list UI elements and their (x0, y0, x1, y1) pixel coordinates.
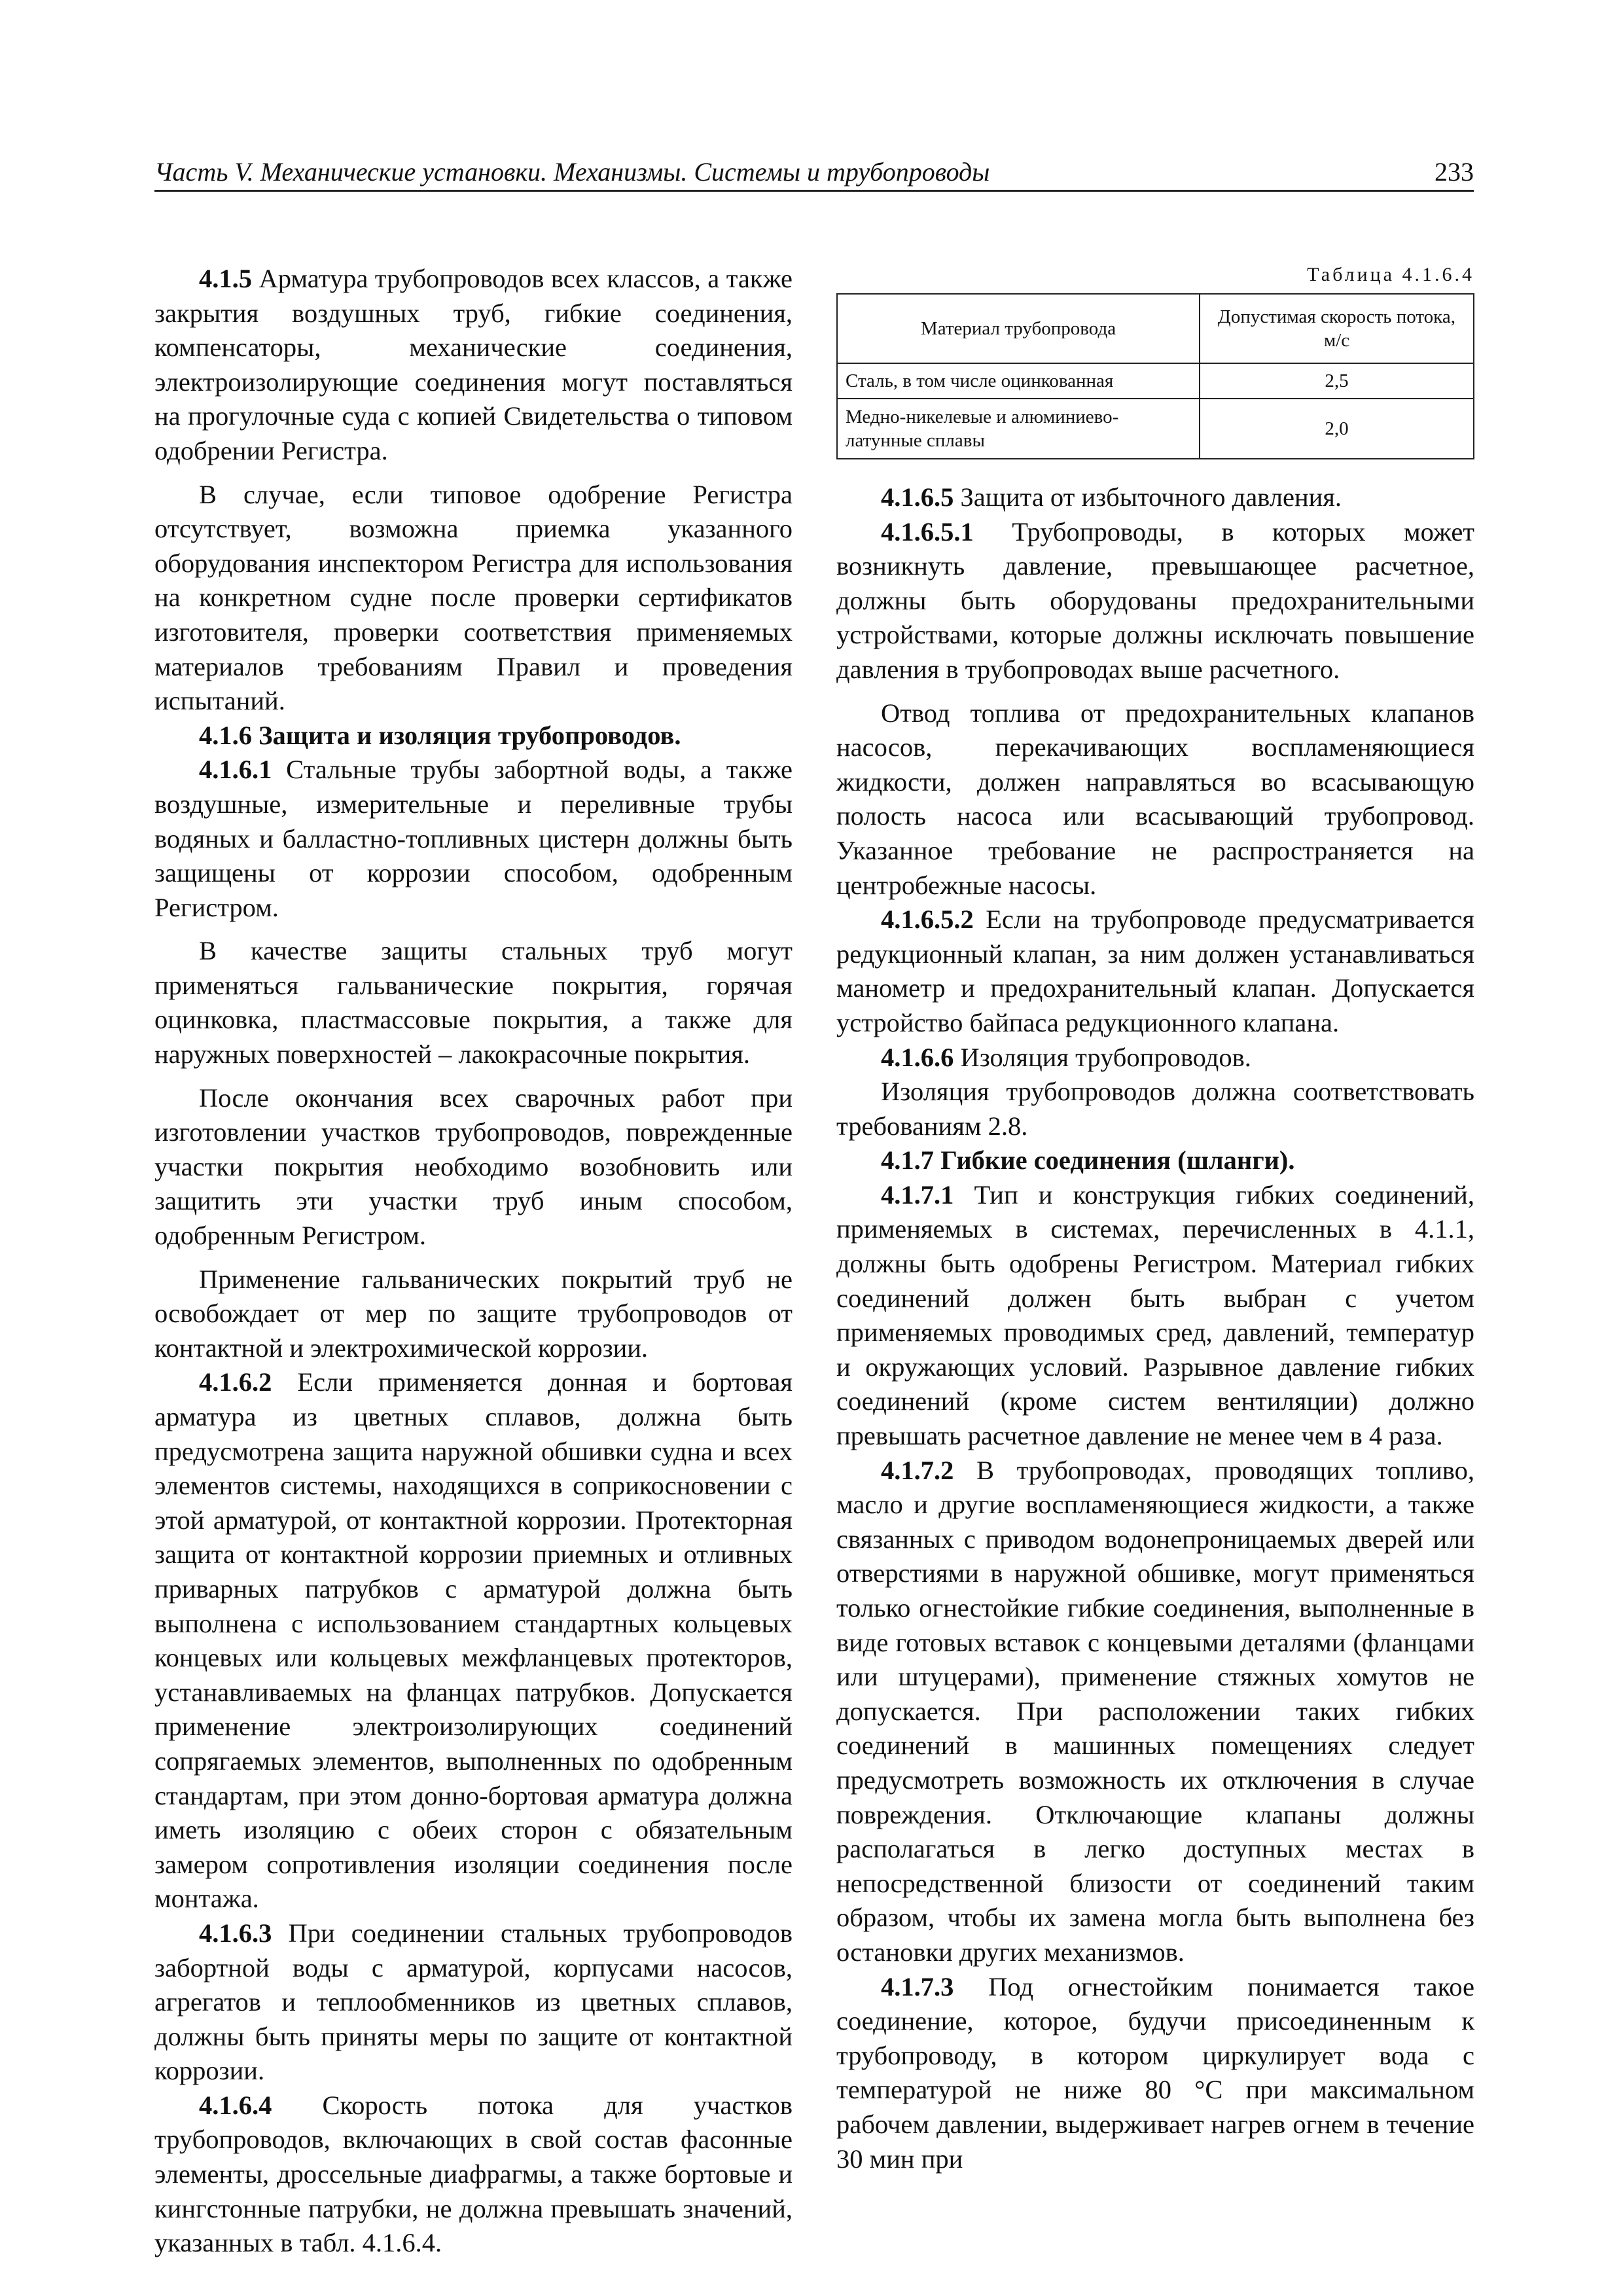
paragraph-4-1-6-3 (154, 1916, 793, 2089)
paragraph: В случае, если типовое одобрение Регистра отсутствует, возможна приемка указанного оборудования инспектором Регистра для использования на конкретном судне после проверки сертификатов изготовителя, проверки соответствия применяемых материалов требованиям Правил и проведения испытаний. (154, 479, 793, 716)
paragraph-text: Если на трубопроводе предусматривается редукционный клапан, за ним должен устанавливаться манометр и предохранительный клапан. Допускается устройство байпаса редукционного клапана. (836, 905, 1474, 1037)
table-caption: Таблица 4.1.6.4 (1307, 264, 1474, 285)
table-row (837, 363, 1474, 399)
paragraph-text: Тип и конструкция гибких соединений, применяемых в системах, перечисленных в 4.1.1, должны быть одобрены Регистром. Материал гибких соединений должен быть выбран с учетом применяемых проводимых сред, давлений, температур и окружающих условий. Разрывное давление гибких соединений (кроме систем вентиляции) должно превышать расчетное давление не менее чем в 4 раза. (836, 1179, 1474, 1451)
clause-number: 4.1.7.3 (881, 1971, 954, 2001)
clause-number: 4.1.6.1 (199, 755, 272, 785)
clause-number: 4.1.6.5 (881, 482, 954, 512)
paragraph-4-1-5 (154, 262, 793, 469)
left-column (154, 262, 793, 2261)
paragraph-text: Если применяется донная и бортовая арматура из цветных сплавов, должна быть предусмотрена защита наружной обшивки судна и всех элементов системы, находящихся в соприкосновении с этой арматурой, от контактной коррозии. Протекторная защита от контактной коррозии приемных и отливных приварных патрубков с арматурой должна быть выполнена с использованием стандартных кольцевых концевых или кольцевых межфланцевых протекторов, устанавливаемых на фланцах патрубков. Допускается применение электроизолирующих соединений сопрягаемых элементов, выполненных по одобренным стандартам, при этом донно-бортовая арматура должна иметь изоляцию с обеих сторон с обязательным замером сопротивления изоляции соединения после монтажа. (154, 1367, 793, 1914)
right-column (836, 262, 1474, 2176)
paragraph-4-1-6-5-1 (836, 515, 1474, 687)
section-heading-4-1-6: 4.1.6 Защита и изоляция трубопроводов. (199, 720, 681, 750)
paragraph-4-1-6-6 (836, 1041, 1474, 1075)
clause-number: 4.1.7.1 (881, 1179, 954, 1210)
paragraph-text: Стальные трубы забортной воды, а также воздушные, измерительные и переливные трубы водяных и балластно-топливных цистерн должны быть защищены от коррозии способом, одобренным Регистром. (154, 755, 793, 922)
clause-number: 4.1.6.4 (199, 2090, 272, 2120)
clause-number: 4.1.6.5.1 (881, 516, 974, 547)
running-header (154, 156, 1474, 192)
clause-number: 4.1.6.6 (881, 1042, 954, 1072)
table-row (837, 399, 1474, 459)
paragraph-4-1-6-2 (154, 1365, 793, 1916)
table-cell-speed: 2,5 (1200, 363, 1474, 399)
paragraph: После окончания всех сварочных работ при изготовлении участков трубопроводов, поврежденные участки покрытия необходимо возобновить или защитить эти участки труб иным способом, одобренным Регистром. (154, 1083, 793, 1251)
paragraph-4-1-7-1 (836, 1178, 1474, 1454)
velocity-table (836, 293, 1474, 459)
clause-number: 4.1.6.3 (199, 1918, 272, 1948)
right-column-text (836, 480, 1474, 2176)
table-header-speed: Допустимая скорость потока, м/с (1200, 294, 1474, 363)
paragraph-4-1-6-5 (836, 480, 1474, 515)
paragraph-text: Трубопроводы, в которых может возникнуть давление, превышающее расчетное, должны быть оборудованы предохранительными устройствами, которые должны исключать повышение давления в трубопроводах выше расчетного. (836, 516, 1474, 684)
clause-number: 4.1.7.2 (881, 1455, 954, 1485)
table-cell-speed: 2,0 (1200, 399, 1474, 459)
paragraph-text: Арматура трубопроводов всех классов, а также закрытия воздушных труб, гибкие соединения, компенсаторы, механические соединения, электроизолирующие соединения могут поставляться на прогулочные суда с копией Свидетельства о типовом одобрении Регистра. (154, 264, 793, 465)
paragraph-text: При соединении стальных трубопроводов забортной воды с арматурой, корпусами насосов, агрегатов и теплообменников из цветных сплавов, должны быть приняты меры по защите от контактной коррозии. (154, 1918, 793, 2086)
paragraph: Изоляция трубопроводов должна соответствовать требованиям 2.8. (836, 1077, 1474, 1141)
paragraph-4-1-6-5-2 (836, 903, 1474, 1040)
paragraph-4-1-6-1 (154, 753, 793, 925)
section-heading-4-1-7: 4.1.7 Гибкие соединения (шланги). (881, 1145, 1295, 1175)
running-title: Часть V. Механические установки. Механизмы. Системы и трубопроводы (154, 157, 990, 187)
paragraph: Отвод топлива от предохранительных клапанов насосов, перекачивающих воспламеняющиеся жидкости, должен направляться во всасывающую полость насоса или всасывающий трубопровод. Указанное требование не распространяется на центробежные насосы. (836, 698, 1474, 900)
clause-number: 4.1.6.2 (199, 1367, 272, 1397)
paragraph: В качестве защиты стальных труб могут применяться гальванические покрытия, горячая оцинковка, пластмассовые покрытия, а также для наружных поверхностей – лакокрасочные покрытия. (154, 936, 793, 1069)
table-header-material: Материал трубопровода (837, 294, 1200, 363)
paragraph-text: Под огнестойким понимается такое соединение, которое, будучи присоединенным к трубопроводу, в котором циркулирует вода с температурой не ниже 80 °С при максимальном рабочем давлении, выдерживает нагрев огнем в течение 30 мин при (836, 1971, 1474, 2174)
paragraph-4-1-7-2 (836, 1454, 1474, 1970)
paragraph-text: В трубопроводах, проводящих топливо, масло и другие воспламеняющиеся жидкости, а также связанных с приводом водонепроницаемых дверей или отверстиями в наружной обшивке, могут применяться только огнестойкие гибкие соединения, выполненные в виде готовых вставок с концевыми деталями (фланцами или штуцерами), применение стяжных хомутов не допускается. При расположении таких гибких соединений в машинных помещениях следует предусмотреть возможность их отключения в случае повреждения. Отключающие клапаны должны располагаться в легко доступных местах в непосредственной близости от соединений таким образом, чтобы их замена могла быть выполнена без остановки других механизмов. (836, 1455, 1474, 1967)
table-header-row (837, 294, 1474, 363)
clause-number: 4.1.5 (199, 264, 252, 293)
paragraph-text: Скорость потока для участков трубопроводов, включающих в свой состав фасонные элементы, дроссельные диафрагмы, а также бортовые и кингстонные патрубки, не должна превышать значений, указанных в табл. 4.1.6.4. (154, 2090, 793, 2258)
paragraph-4-1-7-3 (836, 1970, 1474, 2177)
clause-number: 4.1.6.5.2 (881, 905, 974, 935)
paragraph-4-1-6-4 (154, 2089, 793, 2261)
paragraph: Применение гальванических покрытий труб не освобождает от мер по защите трубопроводов от контактной и электрохимической коррозии. (154, 1264, 793, 1363)
paragraph-text: Защита от избыточного давления. (954, 482, 1342, 512)
table-cell-material: Сталь, в том числе оцинкованная (837, 363, 1200, 399)
table-cell-material: Медно-никелевые и алюминиево-латунные сплавы (837, 399, 1200, 459)
paragraph-text: Изоляция трубопроводов. (954, 1042, 1251, 1072)
page-number: 233 (1435, 157, 1474, 187)
